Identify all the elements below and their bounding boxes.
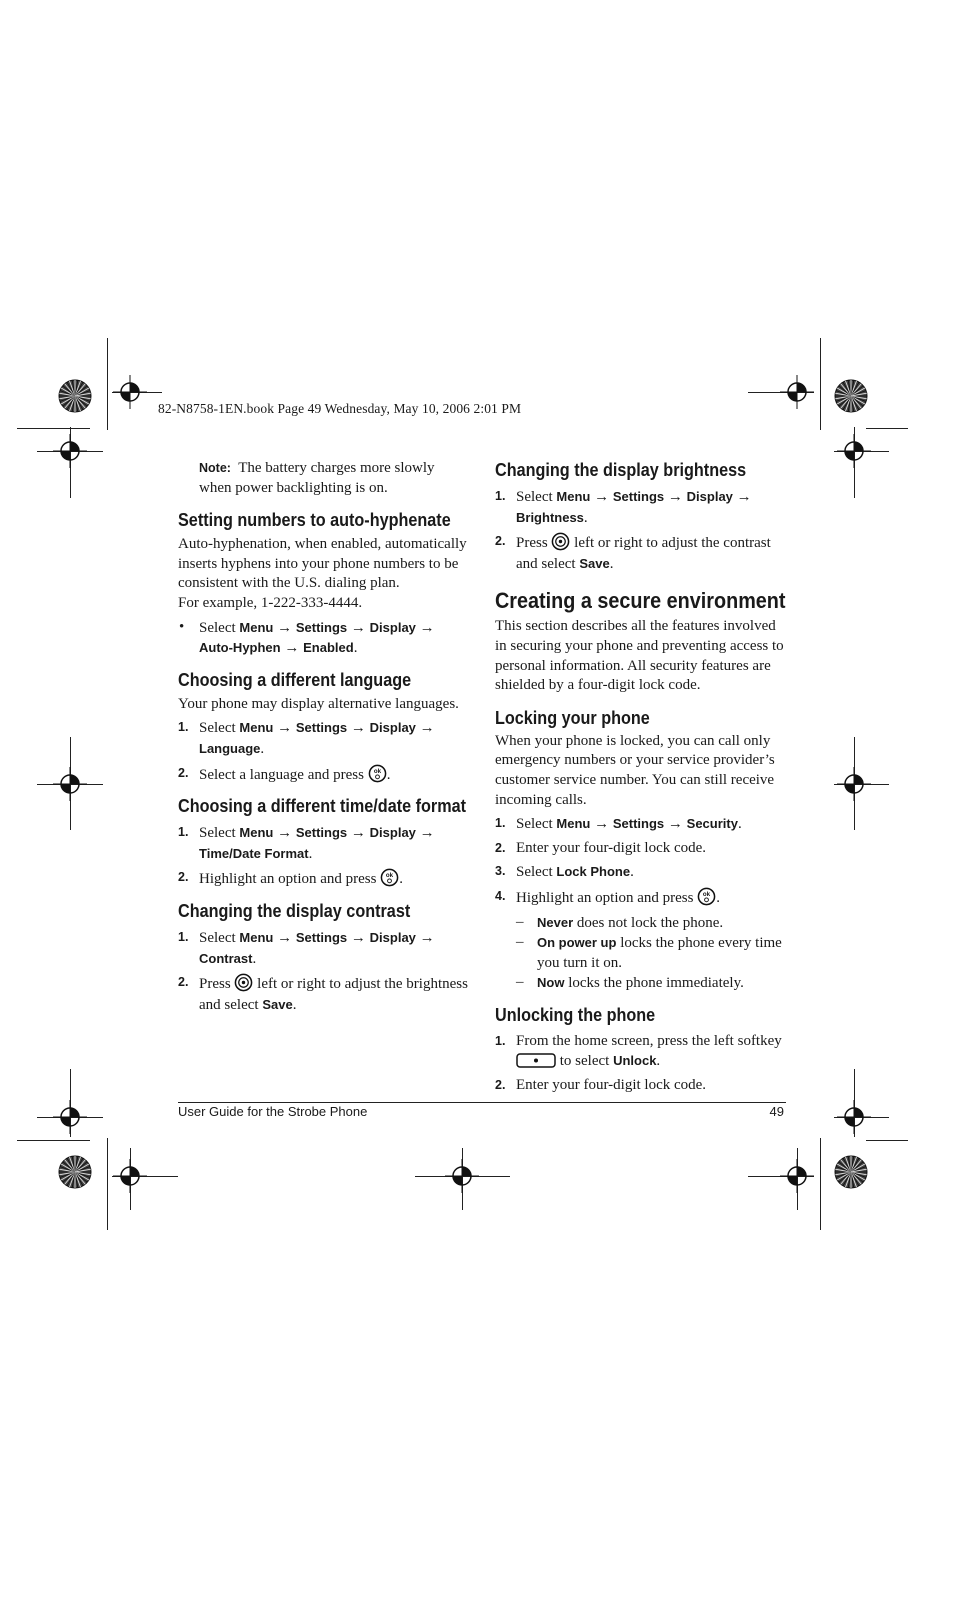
menu-path-item: Display: [369, 825, 416, 841]
arrow-icon: →: [667, 816, 683, 833]
option-name: On power up: [537, 935, 617, 951]
menu-path-item: Settings: [295, 619, 348, 635]
registration-mark-icon: [445, 1159, 479, 1193]
sunburst-target-icon: [834, 379, 868, 413]
option-description: does not lock the phone.: [576, 914, 724, 931]
list-item: 2. Press left or right to adjust the brightness and select Save.: [178, 975, 468, 1013]
step-number: 1.: [178, 929, 189, 944]
list-item: 1. Select Menu → Settings → Display → Time/Date Format.: [178, 825, 435, 862]
list-item: 3. Select Lock Phone.: [495, 864, 634, 881]
registration-mark-icon: [53, 1100, 87, 1134]
paragraph: For example, 1-222-333-4444.: [178, 594, 363, 611]
step-number: 2.: [178, 870, 189, 885]
step-number: 2.: [178, 765, 189, 780]
bullet-mark: •: [179, 618, 185, 635]
step-text: Select: [199, 929, 236, 946]
list-item: 2. Highlight an option and press ok .: [178, 870, 403, 888]
menu-path-item: Settings: [295, 720, 348, 736]
navigation-key-icon: [551, 532, 570, 551]
registration-mark-icon: [780, 375, 814, 409]
step-text: Press: [516, 535, 548, 552]
list-item: • Select Menu → Settings → Display → Auto-Hyphen → Enabled.: [179, 618, 435, 657]
arrow-icon: →: [667, 489, 683, 505]
paragraph: When your phone is locked, you can call only emergency numbers or your service provider’s customer service number. You can still receive incoming calls.: [495, 732, 775, 808]
step-text: From the home screen, press the left softkey: [516, 1032, 782, 1049]
paragraph: This section describes all the features involved in securing your phone and preventing access to personal information. All security features are shielded by a four-digit lock code.: [495, 618, 784, 694]
step-number: 1.: [178, 825, 189, 840]
arrow-icon: →: [277, 619, 293, 636]
menu-path-item: Display: [369, 929, 416, 945]
step-number: 2.: [178, 975, 189, 990]
section-heading: Choosing a different language: [178, 669, 412, 690]
paragraph: Your phone may display alternative languages.: [178, 695, 459, 712]
print-slug-line: 82-N8758-1EN.book Page 49 Wednesday, May 10, 2006 2:01 PM: [158, 401, 522, 416]
menu-path-item: Settings: [612, 816, 665, 832]
section-heading: Choosing a different time/date format: [178, 796, 467, 817]
option-description: locks the phone immediately.: [568, 975, 744, 992]
registration-mark-icon: [837, 434, 871, 468]
step-text: left or right to adjust the contrast and select: [516, 535, 771, 572]
note: [178, 459, 468, 498]
menu-path-item: Enabled: [303, 640, 354, 656]
menu-path-item: Time/Date Format: [199, 845, 309, 861]
note-label: Note:: [199, 461, 231, 475]
list-item: 4. Highlight an option and press ok .: [495, 888, 720, 906]
menu-path-item: Contrast: [199, 950, 253, 966]
list-item: 2. Press left or right to adjust the contrast and select Save.: [495, 534, 771, 572]
arrow-icon: →: [419, 619, 435, 636]
sub-list-item: [495, 973, 785, 994]
right-column: [495, 459, 785, 1096]
arrow-icon: →: [277, 720, 293, 737]
menu-path-item: Menu: [556, 489, 591, 504]
sunburst-target-icon: [834, 1155, 868, 1189]
step-text: Highlight an option and press: [516, 889, 694, 906]
menu-path-item: Menu: [239, 619, 274, 635]
section-heading: Changing the display contrast: [178, 900, 411, 921]
dash-mark: –: [516, 974, 524, 991]
registration-mark-icon: [837, 1100, 871, 1134]
svg-text:ok: ok: [373, 767, 381, 775]
menu-path-item: Lock Phone: [556, 864, 631, 880]
menu-path-item: Settings: [612, 489, 665, 504]
menu-path-item: Auto-Hyphen: [199, 640, 281, 656]
registration-mark-icon: [113, 375, 147, 409]
page-footer: [178, 1102, 786, 1119]
arrow-icon: →: [277, 825, 293, 842]
option-name: Never: [537, 914, 574, 930]
svg-text:ok: ok: [703, 890, 711, 898]
step-text: Enter your four-digit lock code.: [516, 839, 707, 856]
section-heading: Setting numbers to auto-hyphenate: [178, 510, 451, 531]
step-number: 1.: [495, 489, 506, 503]
list-item: 1. Select Menu → Settings → Display → Language.: [178, 720, 435, 757]
step-text: to select: [559, 1053, 610, 1070]
list-item: [495, 1076, 785, 1096]
list-item: 1. From the home screen, press the left softkey to select Unlock.: [495, 1032, 782, 1070]
menu-path-item: Display: [369, 619, 416, 635]
step-number: 1.: [495, 1033, 506, 1048]
ok-key-icon: [697, 887, 716, 906]
menu-path-item: Display: [686, 489, 733, 504]
step-text: Select: [516, 489, 553, 505]
registration-mark-icon: [780, 1159, 814, 1193]
menu-path-item: Menu: [239, 720, 274, 736]
menu-path-item: Brightness: [516, 509, 584, 525]
step-text: Select: [199, 825, 236, 842]
registration-mark-icon: [53, 767, 87, 801]
step-text: Select: [199, 720, 236, 737]
section-heading: Locking your phone: [495, 707, 650, 728]
registration-mark-icon: [113, 1159, 147, 1193]
arrow-icon: →: [284, 640, 300, 657]
menu-path-item: Security: [686, 816, 738, 832]
menu-path-item: Display: [369, 720, 416, 736]
arrow-icon: →: [594, 816, 610, 833]
sub-list-item: [495, 933, 785, 973]
registration-mark-icon: [837, 767, 871, 801]
step-number: 2.: [495, 1078, 506, 1093]
left-column: [178, 459, 468, 1015]
arrow-icon: →: [419, 825, 435, 842]
menu-path-item: Menu: [239, 929, 274, 945]
navigation-key-icon: [234, 973, 253, 992]
arrow-icon: →: [350, 619, 366, 636]
menu-path-item: Save: [579, 555, 610, 571]
list-item: 1. Select Menu → Settings → Security.: [495, 816, 742, 833]
main-section-heading: Creating a secure environment: [495, 588, 786, 614]
step-number: 2.: [495, 840, 506, 855]
step-text: Select: [516, 864, 553, 881]
list-item: [495, 839, 785, 859]
arrow-icon: →: [419, 929, 435, 946]
step-text: Select a language and press: [199, 766, 364, 783]
list-item: 1. Select Menu → Settings → Display → Brightness.: [495, 489, 752, 526]
ok-key-icon: [380, 868, 399, 887]
arrow-icon: →: [350, 720, 366, 737]
registration-mark-icon: [53, 434, 87, 468]
arrow-icon: →: [277, 929, 293, 946]
step-number: 1.: [495, 816, 506, 831]
step-text: Select: [516, 816, 553, 833]
sunburst-target-icon: [58, 379, 92, 413]
arrow-icon: →: [736, 489, 752, 505]
svg-text:ok: ok: [386, 872, 394, 880]
step-text: Select: [199, 619, 236, 636]
menu-path-item: Save: [262, 996, 293, 1012]
step-text: Highlight an option and press: [199, 871, 377, 888]
arrow-icon: →: [594, 489, 610, 505]
step-number: 1.: [178, 720, 189, 735]
menu-path-item: Language: [199, 740, 261, 756]
arrow-icon: →: [419, 720, 435, 737]
list-item: 1. Select Menu → Settings → Display → Contrast.: [178, 929, 435, 967]
list-item: 2. Select a language and press ok .: [178, 765, 391, 783]
step-number: 3.: [495, 864, 506, 879]
dash-mark: –: [516, 913, 524, 930]
footer-title: User Guide for the Strobe Phone: [178, 1104, 368, 1119]
menu-path-item: Settings: [295, 825, 348, 841]
section-heading: Changing the display brightness: [495, 460, 747, 480]
section-heading: Unlocking the phone: [495, 1004, 656, 1025]
ok-key-icon: [368, 764, 387, 783]
menu-path-item: Menu: [556, 816, 591, 832]
menu-path-item: Unlock: [613, 1053, 657, 1069]
page-number: 49: [769, 1104, 784, 1119]
step-number: 4.: [495, 888, 506, 903]
dash-mark: –: [516, 934, 524, 951]
arrow-icon: →: [350, 929, 366, 946]
step-text: Enter your four-digit lock code.: [516, 1077, 707, 1094]
sub-list-item: [495, 913, 785, 934]
step-text: left or right to adjust the brightness and select: [199, 976, 468, 1013]
step-text: Press: [199, 976, 231, 993]
menu-path-item: Settings: [295, 929, 348, 945]
option-description: locks the phone every time you turn it on.: [537, 935, 782, 971]
arrow-icon: →: [350, 825, 366, 842]
menu-path-item: Menu: [239, 825, 274, 841]
option-name: Now: [537, 975, 565, 991]
step-number: 2.: [495, 534, 506, 549]
sunburst-target-icon: [58, 1155, 92, 1189]
note-text: The battery charges more slowly when power backlighting is on.: [199, 460, 435, 496]
left-softkey-icon: [516, 1053, 556, 1068]
paragraph: Auto-hyphenation, when enabled, automatically inserts hyphens into your phone numbers to be consistent with the U.S. dialing plan.: [178, 536, 467, 592]
